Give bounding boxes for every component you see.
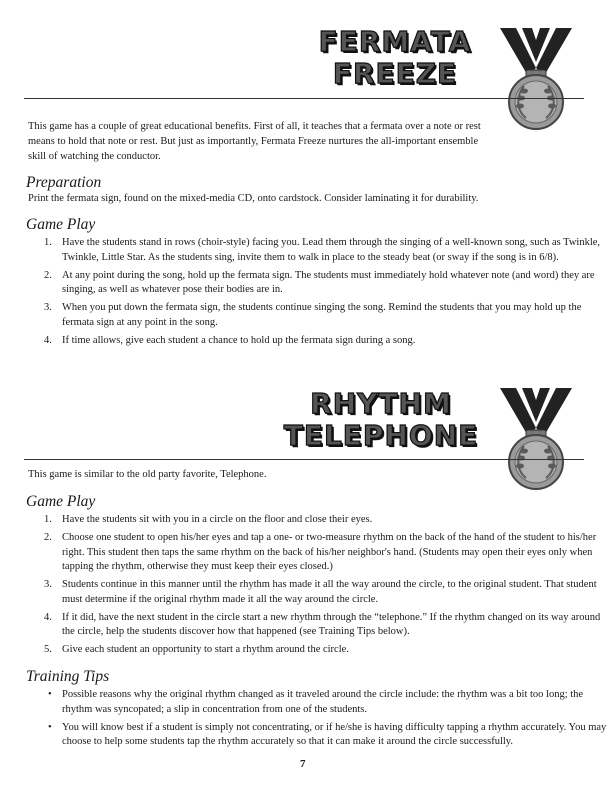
- list-item: [26, 531, 611, 575]
- step-number: 4.: [44, 334, 52, 346]
- page-number: 7: [300, 758, 306, 770]
- fermata-title: [300, 25, 490, 90]
- step-number: 5.: [44, 644, 52, 655]
- list-item: [26, 721, 611, 750]
- list-item: [26, 269, 611, 298]
- step-number: 1.: [44, 237, 52, 248]
- step-text: If it did, have the next student in the circle start a new rhythm through the “telephone.” If the rhythm changed on its way around the circle, help the students discover how that happened (see Training Tips below).: [62, 611, 601, 637]
- fermata-gameplay-heading: Game Play: [26, 216, 96, 233]
- fermata-intro-text: This game has a couple of great educational benefits. First of all, it teaches that a fermata over a note or rest means to hold that note or rest. But just as importantly, Fermata Freeze nurtures the all-important ensemble skill of watching the conductor.: [28, 121, 481, 162]
- tip-text: You will know best if a student is simply not concentrating, or if he/she is having difficulty tapping a rhythm accurately. You may choose to help some students tap the rhythm accurately so that it can make it around the circle successfully.: [62, 721, 607, 747]
- preparation-heading: Preparation: [26, 174, 102, 191]
- bullet-icon: •: [48, 689, 52, 700]
- step-text: At any point during the song, hold up the fermata sign. The students must immediately hold whatever note (and word) they are singing, as well as whatever pose their bodies are in.: [62, 269, 595, 295]
- telephone-steps-list: [26, 513, 611, 661]
- fermata-title-line2: FREEZE: [332, 57, 458, 90]
- list-item: [26, 688, 611, 717]
- step-text: When you put down the fermata sign, the students continue singing the song. Remind the students that you may hold up the fermata sign at any point in the song.: [62, 302, 582, 328]
- list-item: [26, 643, 611, 658]
- section-divider-telephone: [24, 459, 584, 460]
- telephone-gameplay-heading: Game Play: [26, 493, 96, 510]
- list-item: [26, 578, 611, 607]
- list-item: [26, 611, 611, 640]
- step-text: Students continue in this manner until the rhythm has made it all the way around the circle, to the original student. That student must determine if the original rhythm made it all the way around the circle.: [62, 579, 597, 605]
- tip-text: Possible reasons why the original rhythm changed as it traveled around the circle include: the rhythm was a bit too long; the rhythm was syncopated; a slip in concentration from one of the students.: [62, 689, 584, 715]
- training-tips-list: [26, 688, 611, 753]
- step-text: Give each student an opportunity to start a rhythm around the circle.: [62, 644, 349, 655]
- fermata-intro: [28, 119, 498, 164]
- medal-icon: [496, 26, 576, 130]
- list-item: [26, 236, 611, 265]
- telephone-title-line1: RHYTHM: [310, 387, 452, 420]
- telephone-title: [276, 387, 486, 452]
- fermata-title-line1: FERMATA: [318, 25, 472, 58]
- step-number: 3.: [44, 579, 52, 590]
- telephone-intro: This game is similar to the old party favorite, Telephone.: [28, 469, 267, 480]
- bullet-icon: •: [48, 721, 52, 733]
- step-number: 1.: [44, 514, 52, 525]
- list-item: [26, 301, 611, 330]
- step-text: Choose one student to open his/her eyes and tap a one- or two-measure rhythm on the back of the hand of the student to his/her right. This student then taps the same rhythm on the back of his/her neighbor's hand. (Students may open their eyes only when tapping the rhythm, otherwise they must keep their eyes closed.): [62, 532, 597, 572]
- step-text: Have the students stand in rows (choir-style) facing you. Lead them through the singing of a well-known song, such as Twinkle, Twinkle, Little Star. As the students sing, invite them to walk in place to the steady beat (or sway if the song is in 6/8).: [62, 237, 601, 263]
- preparation-text: Print the fermata sign, found on the mixed-media CD, onto cardstock. Consider laminating it for durability.: [28, 193, 479, 204]
- list-item: [26, 334, 611, 349]
- section-divider-fermata: [24, 98, 584, 99]
- training-tips-heading: Training Tips: [26, 668, 110, 685]
- step-number: 3.: [44, 302, 52, 313]
- step-number: 2.: [44, 269, 52, 281]
- list-item: [26, 513, 611, 528]
- fermata-steps-list: [26, 236, 611, 352]
- step-text: Have the students sit with you in a circle on the floor and close their eyes.: [62, 514, 373, 525]
- step-text: If time allows, give each student a chance to hold up the fermata sign during a song.: [62, 334, 416, 346]
- telephone-title-line2: TELEPHONE: [283, 419, 479, 452]
- step-number: 4.: [44, 611, 52, 623]
- step-number: 2.: [44, 532, 52, 543]
